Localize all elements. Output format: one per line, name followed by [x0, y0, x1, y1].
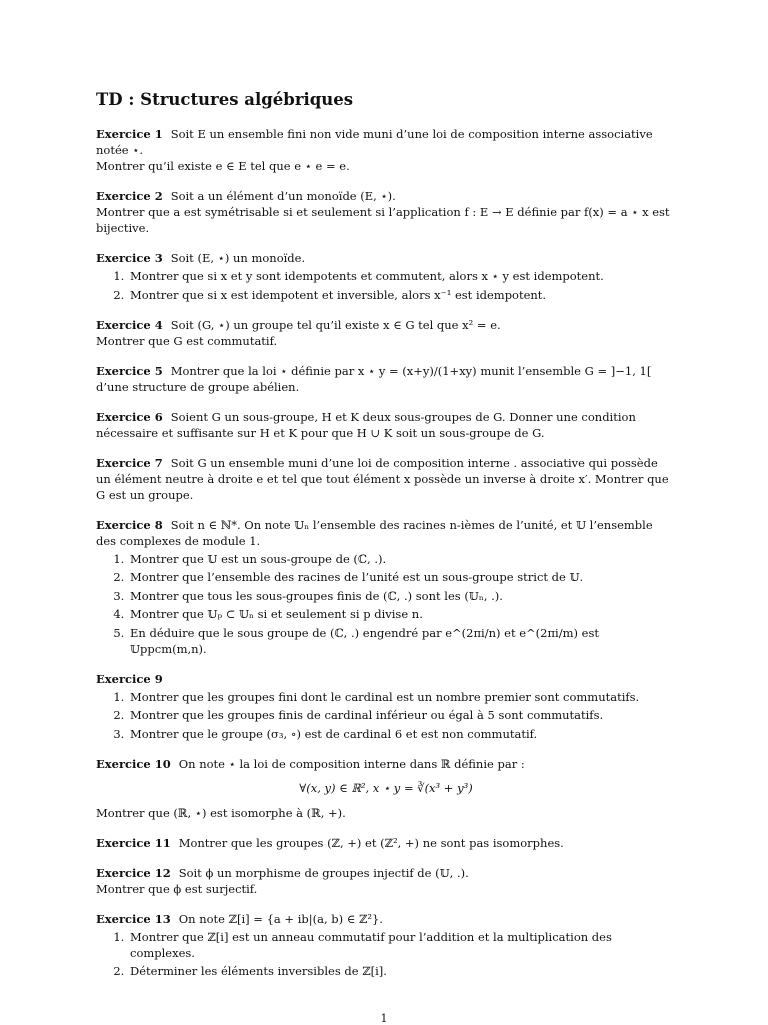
- exercise-7: [96, 455, 676, 503]
- page-title: TD : Structures algébriques: [96, 90, 354, 109]
- list-item: 2. Montrer que si x est idempotent et inversible, alors x⁻¹ est idempotent.: [128, 287, 676, 303]
- exercise-label: Exercice 3: [96, 251, 163, 265]
- exercise-9: [96, 671, 676, 742]
- exercise-text: Montrer que les groupes (ℤ, +) et (ℤ², +) ne sont pas isomorphes.: [178, 835, 564, 850]
- exercise-label: Exercice 4: [96, 317, 163, 332]
- exercise-items: [96, 929, 676, 980]
- exercise-text: Montrer que la loi ⋆ définie par x ⋆ y = (x+y)/(1+xy) munit l’ensemble G = ]−1, 1[ d’une structure de groupe abélien.: [96, 363, 652, 394]
- exercise-text: Soient G un sous-groupe, H et K deux sous-groupes de G. Donner une condition nécessaire et suffisante sur H et K pour que H ∪ K soit un sous-groupe de G.: [96, 409, 636, 440]
- exercise-label: Exercice 6: [96, 409, 163, 424]
- exercise-text: Soit E un ensemble fini non vide muni d’une loi de composition interne associative notée ⋆.: [96, 127, 653, 157]
- page-number: 1: [380, 1012, 388, 1025]
- document-page: [96, 88, 676, 993]
- exercise-text: Soit G un ensemble muni d’une loi de composition interne . associative qui possède un élément neutre à droite e et tel que tout élément x possède un inverse à droite x′. Montrer que G est un groupe.: [96, 455, 669, 502]
- exercise-label: Exercice 8: [96, 517, 163, 532]
- exercise-label: Exercice 13: [96, 911, 171, 926]
- exercise-13: [96, 911, 676, 980]
- list-item: 1. Montrer que 𝕌 est un sous-groupe de (ℂ, .).: [128, 551, 676, 567]
- exercise-text-2: Montrer qu’il existe e ∈ E tel que e ⋆ e = e.: [96, 159, 350, 173]
- exercise-6: [96, 409, 676, 441]
- exercise-label: Exercice 2: [96, 189, 163, 203]
- exercise-3: [96, 250, 676, 303]
- exercise-text: On note ⋆ la loi de composition interne dans ℝ définie par :: [178, 756, 525, 771]
- list-item: 2. Montrer que les groupes finis de cardinal inférieur ou égal à 5 sont commutatifs.: [128, 707, 676, 723]
- exercise-text: On note ℤ[i] = {a + ib|(a, b) ∈ ℤ²}.: [178, 911, 383, 926]
- exercise-5: [96, 363, 676, 395]
- exercise-4: [96, 317, 676, 349]
- exercise-label: Exercice 12: [96, 865, 171, 880]
- list-item: 5. En déduire que le sous groupe de (ℂ, .) engendré par e^(2πi/n) et e^(2πi/m) est 𝕌ppcm(m,n).: [128, 625, 676, 657]
- exercise-12: [96, 865, 676, 897]
- exercise-label: Exercice 5: [96, 363, 163, 378]
- list-item: 2. Montrer que l’ensemble des racines de l’unité est un sous-groupe strict de 𝕌.: [128, 569, 676, 585]
- list-item: 3. Montrer que le groupe (σ₃, ∘) est de cardinal 6 et est non commutatif.: [128, 726, 676, 742]
- list-item: 2. Déterminer les éléments inversibles de ℤ[i].: [128, 963, 676, 979]
- exercise-text: Soit n ∈ ℕ*. On note 𝕌ₙ l’ensemble des racines n-ièmes de l’unité, et 𝕌 l’ensemble des complexes de module 1.: [96, 517, 653, 548]
- exercise-text: Soit (G, ⋆) un groupe tel qu’il existe x ∈ G tel que x² = e.: [170, 317, 501, 332]
- exercise-2: [96, 188, 676, 236]
- exercise-items: [96, 551, 676, 657]
- display-equation: ∀(x, y) ∈ ℝ², x ⋆ y = ∛(x³ + y³): [299, 780, 473, 795]
- exercise-items: [96, 268, 676, 303]
- exercise-items: [96, 689, 676, 742]
- exercise-label: Exercice 10: [96, 756, 171, 771]
- list-item: 1. Montrer que ℤ[i] est un anneau commutatif pour l’addition et la multiplication des complexes.: [128, 929, 676, 961]
- list-item: 4. Montrer que 𝕌ₚ ⊂ 𝕌ₙ si et seulement si p divise n.: [128, 606, 676, 622]
- exercise-label: Exercice 1: [96, 127, 163, 141]
- exercise-text-2: Montrer que G est commutatif.: [96, 333, 278, 348]
- exercise-10: [96, 756, 676, 821]
- exercise-text: Soit (E, ⋆) un monoïde.: [170, 251, 306, 265]
- exercise-8: [96, 517, 676, 657]
- list-item: 3. Montrer que tous les sous-groupes finis de (ℂ, .) sont les (𝕌ₙ, .).: [128, 588, 676, 604]
- exercise-text-2: Montrer que (ℝ, ⋆) est isomorphe à (ℝ, +).: [96, 805, 346, 820]
- exercise-label: Exercice 7: [96, 455, 163, 470]
- exercise-text: Soit a un élément d’un monoïde (E, ⋆).: [170, 189, 396, 203]
- exercise-text-2: Montrer que ϕ est surjectif.: [96, 881, 258, 896]
- exercise-label: Exercice 9: [96, 671, 163, 686]
- exercise-text: Soit ϕ un morphisme de groupes injectif de (𝕌, .).: [178, 865, 469, 880]
- exercise-text-2: Montrer que a est symétrisable si et seulement si l’application f : E → E définie par f(x) = a ⋆ x est bijective.: [96, 205, 670, 235]
- exercise-1: [96, 126, 676, 174]
- list-item: 1. Montrer que les groupes fini dont le cardinal est un nombre premier sont commutatifs.: [128, 689, 676, 705]
- exercise-label: Exercice 11: [96, 835, 171, 850]
- exercise-11: [96, 835, 676, 851]
- list-item: 1. Montrer que si x et y sont idempotents et commutent, alors x ⋆ y est idempotent.: [128, 268, 676, 284]
